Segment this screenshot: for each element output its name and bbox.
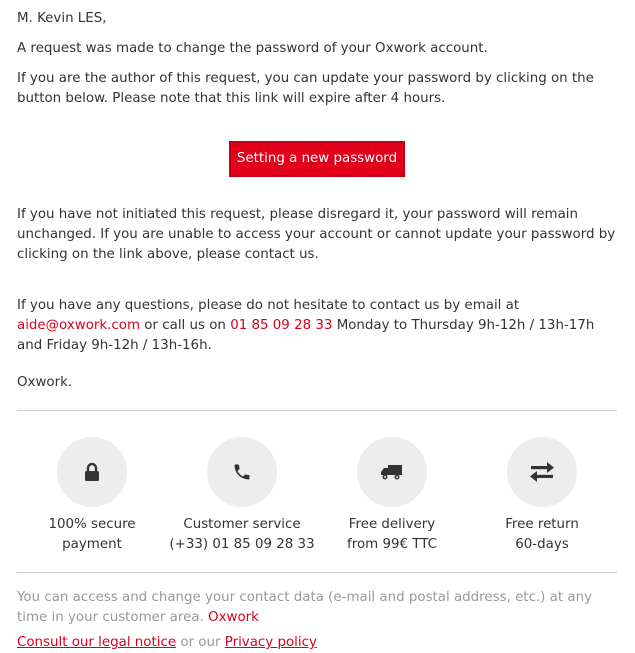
author-text: If you are the author of this request, you can update your password by clicking on the button below. Please note that this link will expire after 4 hours. xyxy=(17,71,594,106)
not-initiated-text: If you have not initiated this request, please disregard it, your password will remain unchanged. If you are unable to access your account or cannot update your password by clicking on the link above, please contact us. xyxy=(17,207,616,262)
hours-text: Monday to Thursday 9h-12h / 13h-17h and Friday 9h-12h / 13h-16h. xyxy=(17,318,595,353)
feature-line1: Free return xyxy=(505,517,579,532)
feature-free-return xyxy=(467,437,617,555)
features-row xyxy=(17,437,617,555)
footer xyxy=(17,588,617,653)
signature: Oxwork. xyxy=(17,375,73,390)
privacy-policy-link[interactable]: Privacy policy xyxy=(224,635,317,650)
footer-legal-line xyxy=(17,633,617,653)
feature-line2: 60-days xyxy=(515,537,569,552)
divider-bottom xyxy=(17,572,617,573)
feature-line1: 100% secure xyxy=(48,517,136,532)
feature-free-delivery xyxy=(317,437,467,555)
feature-line2: (+33) 01 85 09 28 33 xyxy=(169,537,315,552)
support-email-link[interactable]: aide@oxwork.com xyxy=(17,318,141,333)
exchange-arrows-icon xyxy=(507,437,577,507)
set-new-password-button[interactable]: Setting a new password xyxy=(229,141,405,177)
questions-prefix: If you have any questions, please do not hesitate to contact us by email at xyxy=(17,298,520,313)
lock-icon xyxy=(57,437,127,507)
or-text: or our xyxy=(180,635,221,650)
feature-line1: Free delivery xyxy=(348,517,436,532)
feature-line2: from 99€ TTC xyxy=(347,537,437,552)
divider-top xyxy=(17,410,617,411)
greeting: M. Kevin LES, xyxy=(17,11,107,26)
feature-customer-service xyxy=(167,437,317,555)
feature-secure-payment xyxy=(17,437,167,555)
call-text: or call us on xyxy=(144,318,226,333)
intro-text: A request was made to change the password of your Oxwork account. xyxy=(17,41,488,56)
oxwork-link[interactable]: Oxwork xyxy=(208,610,259,625)
footer-contact-text xyxy=(17,588,617,628)
legal-notice-link[interactable]: Consult our legal notice xyxy=(17,635,177,650)
support-phone-link[interactable]: 01 85 09 28 33 xyxy=(230,318,333,333)
phone-icon xyxy=(207,437,277,507)
truck-icon xyxy=(357,437,427,507)
contact-text: You can access and change your contact data (e-mail and postal address, etc.) at any time in your customer area. xyxy=(17,590,592,625)
feature-line1: Customer service xyxy=(183,517,301,532)
questions-text xyxy=(17,296,617,356)
button-row xyxy=(17,141,617,177)
feature-line2: payment xyxy=(62,537,122,552)
